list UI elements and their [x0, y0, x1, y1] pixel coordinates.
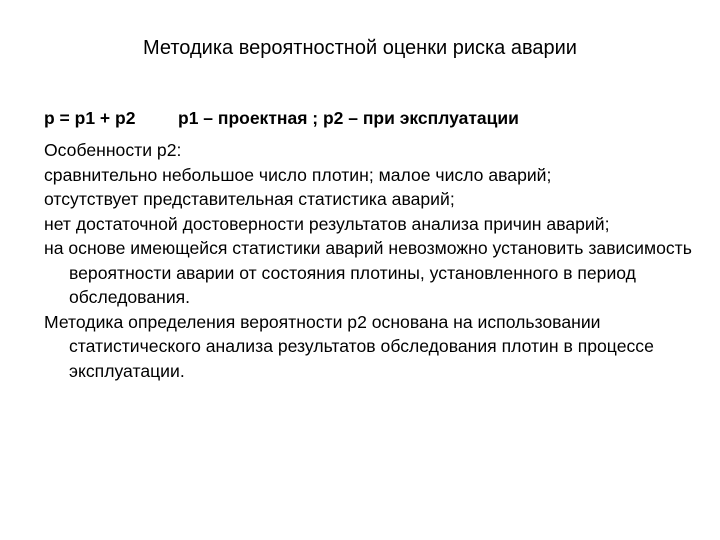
body-paragraph: нет достаточной достоверности результатов анализа причин аварий;	[44, 213, 610, 234]
body-paragraph: отсутствует представительная статистика аварий;	[44, 189, 455, 209]
probability-formula: p = p1 + p2	[44, 108, 136, 128]
features-heading: Особенности p2:	[44, 140, 182, 160]
body-paragraph: на основе имеющейся статистики аварий невозможно установить зависимость вероятности аварии от состояния плотины, установленного в период обследования.	[44, 238, 692, 307]
slide-body	[44, 138, 694, 383]
body-paragraph: сравнительно небольшое число плотин; малое число аварий;	[44, 164, 552, 185]
formula-row	[44, 106, 519, 130]
slide-title: Методика вероятностной оценки риска аварии	[143, 37, 577, 59]
formula-legend: p1 – проектная ; p2 – при эксплуатации	[178, 108, 519, 128]
body-paragraph: Методика определения вероятности p2 основана на использовании статистического анализа результатов обследования плотин в процессе эксплуатации.	[44, 311, 654, 381]
